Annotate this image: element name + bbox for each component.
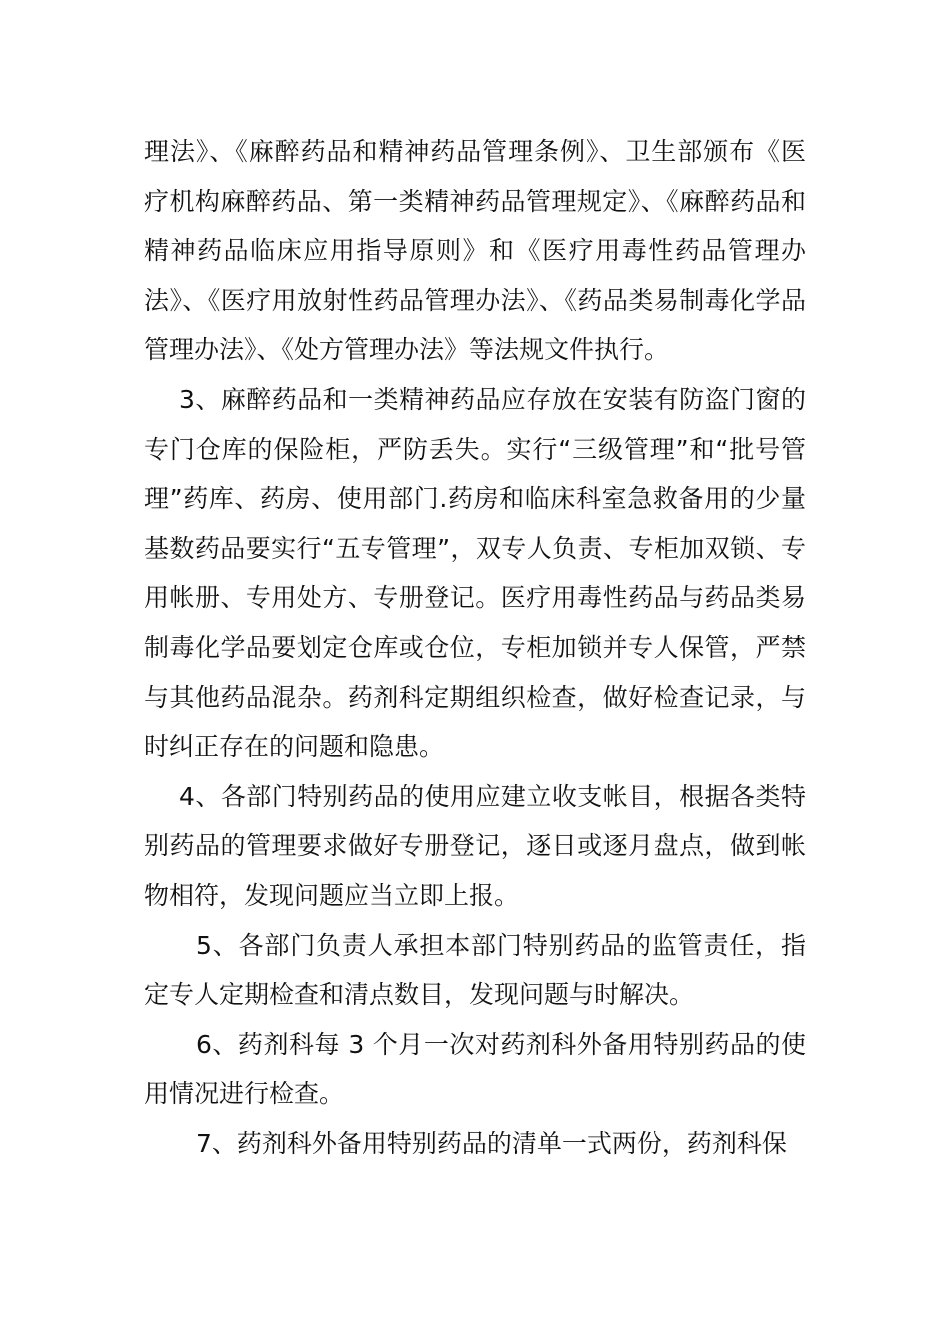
document-body xyxy=(144,127,806,1168)
paragraph-item-3: 3、麻醉药品和一类精神药品应存放在安装有防盗门窗的专门仓库的保险柜，严防丢失。实行“三级管理”和“批号管理”药库、药房、使用部门.药房和临床科室急救备用的少量基数药品要实行“五专管理”，双专人负责、专柜加双锁、专用帐册、专用处方、专册登记。医疗用毒性药品与药品类易制毒化学品要划定仓库或仓位，专柜加锁并专人保管，严禁与其他药品混杂。药剂科定期组织检查，做好检查记录，与时纠正存在的问题和隐患。 xyxy=(144,384,806,762)
paragraph-item-6: 6、药剂科每 3 个月一次对药剂科外备用特别药品的使用情况进行检查。 xyxy=(144,1029,806,1109)
paragraph-item-4: 4、各部门特别药品的使用应建立收支帐目，根据各类特别药品的管理要求做好专册登记，逐日或逐月盘点，做到帐物相符，发现问题应当立即上报。 xyxy=(144,781,806,910)
paragraph-regulations-continued: 理法》、《麻醉药品和精神药品管理条例》、卫生部颁布《医疗机构麻醉药品、第一类精神药品管理规定》、《麻醉药品和精神药品临床应用指导原则》和《医疗用毒性药品管理办法》、《医疗用放射性药品管理办法》、《药品类易制毒化学品管理办法》、《处方管理办法》等法规文件执行。 xyxy=(144,137,806,365)
paragraph-item-7: 7、药剂科外备用特别药品的清单一式两份，药剂科保 xyxy=(196,1128,787,1158)
paragraph-item-5: 5、各部门负责人承担本部门特别药品的监管责任，指定专人定期检查和清点数目，发现问题与时解决。 xyxy=(144,930,806,1010)
